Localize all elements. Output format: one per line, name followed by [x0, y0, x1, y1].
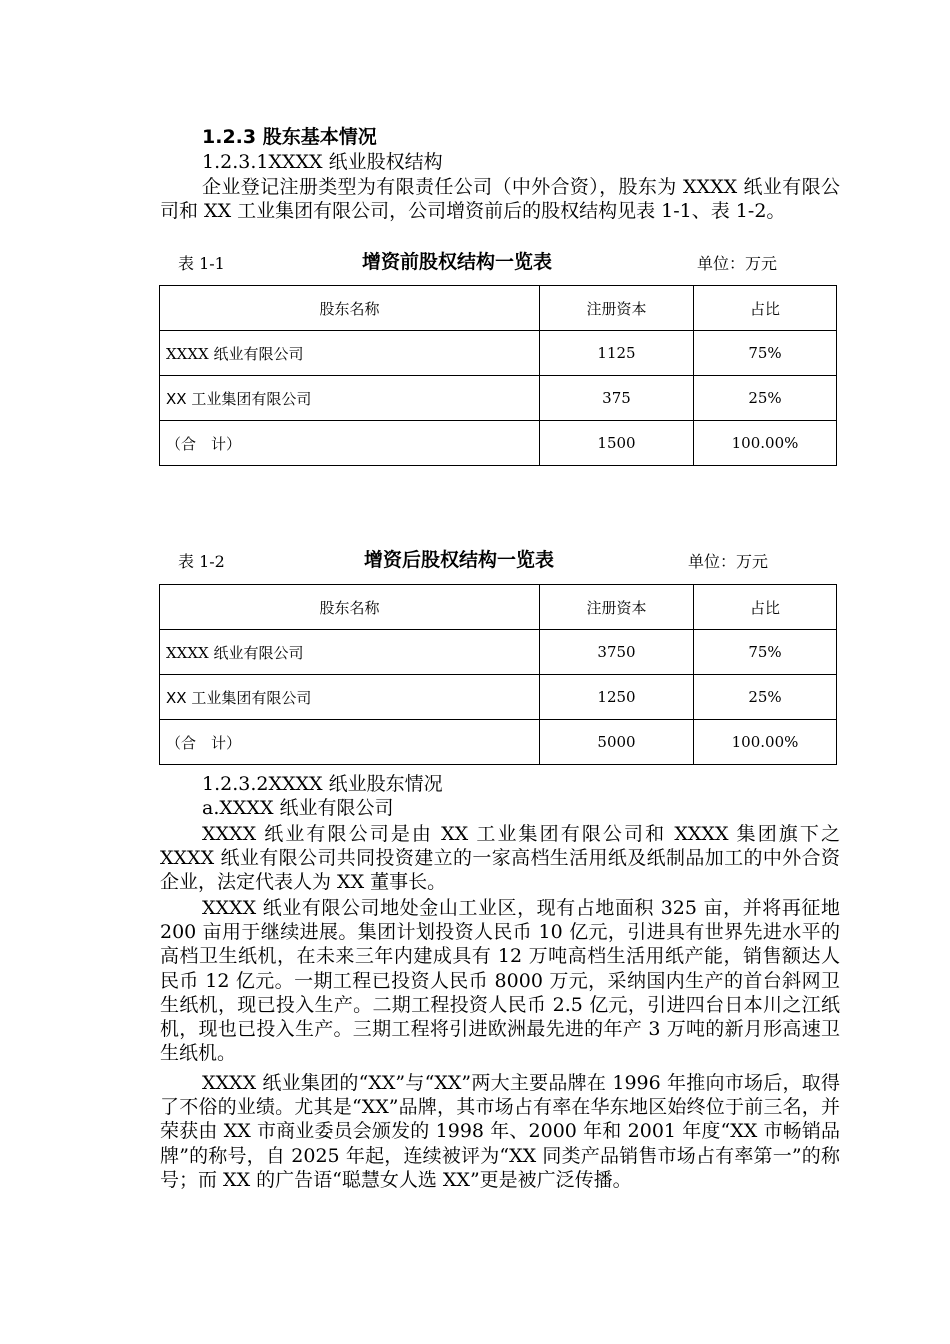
table-row: [160, 331, 837, 376]
ratio-cell: 75%: [694, 630, 837, 675]
intro-paragraph: 企业登记注册类型为有限责任公司（中外合资），股东为 XXXX 纸业有限公司和 XX 工业集团有限公司，公司增资前后的股权结构见表 1-1、表 1-2。: [160, 176, 840, 223]
total-cell: （合 计）: [160, 720, 540, 765]
paragraph-1: XXXX 纸业有限公司是由 XX 工业集团有限公司和 XXXX 集团旗下之 XXXX 纸业有限公司共同投资建立的一家高档生活用纸及纸制品加工的中外合资企业，法定代表人为 XX 董事长。: [160, 823, 840, 894]
subsection-heading-2: 1.2.3.2XXXX 纸业股东情况: [202, 773, 443, 795]
ratio-cell: 75%: [694, 331, 837, 376]
header-cell: 注册资本: [540, 585, 694, 630]
capital-cell: 1250: [540, 675, 694, 720]
capital-cell: 3750: [540, 630, 694, 675]
header-cell: 注册资本: [540, 286, 694, 331]
ratio-cell: 25%: [694, 376, 837, 421]
table2-title: 增资后股权结构一览表: [364, 549, 555, 571]
table1-title: 增资前股权结构一览表: [362, 251, 553, 273]
header-cell: 股东名称: [160, 286, 540, 331]
header-cell: 股东名称: [160, 585, 540, 630]
shareholder-cell: XXXX 纸业有限公司: [160, 630, 540, 675]
table-row: [160, 630, 837, 675]
table-row: [160, 421, 837, 466]
capital-cell: 375: [540, 376, 694, 421]
table1-unit: 单位：万元: [697, 254, 778, 273]
ratio-cell: 100.00%: [694, 421, 837, 466]
table-row: [160, 675, 837, 720]
table-row: [160, 720, 837, 765]
shareholder-cell: XXXX 纸业有限公司: [160, 331, 540, 376]
capital-cell: 5000: [540, 720, 694, 765]
subsection-heading: 1.2.3.1XXXX 纸业股权结构: [202, 151, 443, 173]
table2-unit: 单位：万元: [688, 552, 769, 571]
table1: [159, 285, 837, 466]
company-heading: a.XXXX 纸业有限公司: [202, 797, 394, 819]
section-heading: 1.2.3 股东基本情况: [202, 126, 377, 148]
header-cell: 占比: [694, 585, 837, 630]
table2: [159, 584, 837, 765]
table-header-row: [160, 585, 837, 630]
total-cell: （合 计）: [160, 421, 540, 466]
capital-cell: 1125: [540, 331, 694, 376]
table1-label: 表 1-1: [178, 254, 225, 273]
table-header-row: [160, 286, 837, 331]
header-cell: 占比: [694, 286, 837, 331]
shareholder-cell: XX 工业集团有限公司: [160, 675, 540, 720]
table-row: [160, 376, 837, 421]
paragraph-3: XXXX 纸业集团的“XX”与“XX”两大主要品牌在 1996 年推向市场后，取得了不俗的业绩。尤其是“XX”品牌，其市场占有率在华东地区始终位于前三名，并荣获由 XX 市商业委员会颁发的 1998 年、2000 年和 2001 年度“XX 市畅销品牌”的称号，自 2025 年起，连续被评为“XX 同类产品销售市场占有率第一”的称号；而 XX 的广告语“聪慧女人选 XX”更是被广泛传播。: [160, 1072, 840, 1191]
shareholder-cell: XX 工业集团有限公司: [160, 376, 540, 421]
ratio-cell: 25%: [694, 675, 837, 720]
table2-label: 表 1-2: [178, 552, 225, 571]
paragraph-2: XXXX 纸业有限公司地处金山工业区，现有占地面积 325 亩，并将再征地 200 亩用于继续进展。集团计划投资人民币 10 亿元，引进具有世界先进水平的高档卫生纸机，在未来三年内建成具有 12 万吨高档生活用纸产能，销售额达人民币 12 亿元。一期工程已投资人民币 8000 万元，采纳国内生产的首台斜网卫生纸机，现已投入生产。二期工程投资人民币 2.5 亿元，引进四台日本川之江纸机，现也已投入生产。三期工程将引进欧洲最先进的年产 3 万吨的新月形高速卫生纸机。: [160, 897, 840, 1065]
capital-cell: 1500: [540, 421, 694, 466]
ratio-cell: 100.00%: [694, 720, 837, 765]
